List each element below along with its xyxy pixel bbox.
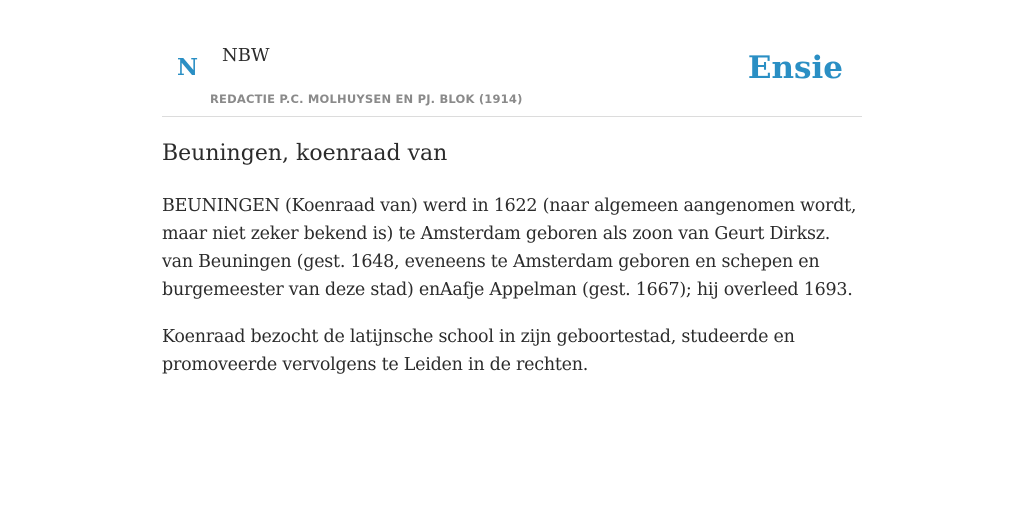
ensie-logo-link[interactable]: Ensie xyxy=(747,50,843,86)
source-title[interactable]: NBW xyxy=(222,45,270,66)
body-paragraph: Koenraad bezocht de latijnsche school in zijn geboortestad, studeerde en promoveerde vervolgens te Leiden in de rechten. xyxy=(162,327,795,375)
source-logo[interactable]: N xyxy=(177,54,199,81)
source-subtitle: REDACTIE P.C. MOLHUYSEN EN PJ. BLOK (1914) xyxy=(210,92,523,106)
entry-body xyxy=(162,192,862,398)
body-paragraph: BEUNINGEN (Koenraad van) werd in 1622 (naar algemeen aangenomen wordt, maar niet zeker bekend is) te Amsterdam geboren als zoon van Geurt Dirksz. van Beuningen (gest. 1648, eveneens te Amsterdam geboren en schepen en burgemeester van deze stad) enAafje Appelman (gest. 1667); hij overleed 1693. xyxy=(162,196,857,300)
source-header xyxy=(162,0,862,117)
entry-title: Beuningen, koenraad van xyxy=(162,141,448,166)
article-page xyxy=(162,0,862,375)
